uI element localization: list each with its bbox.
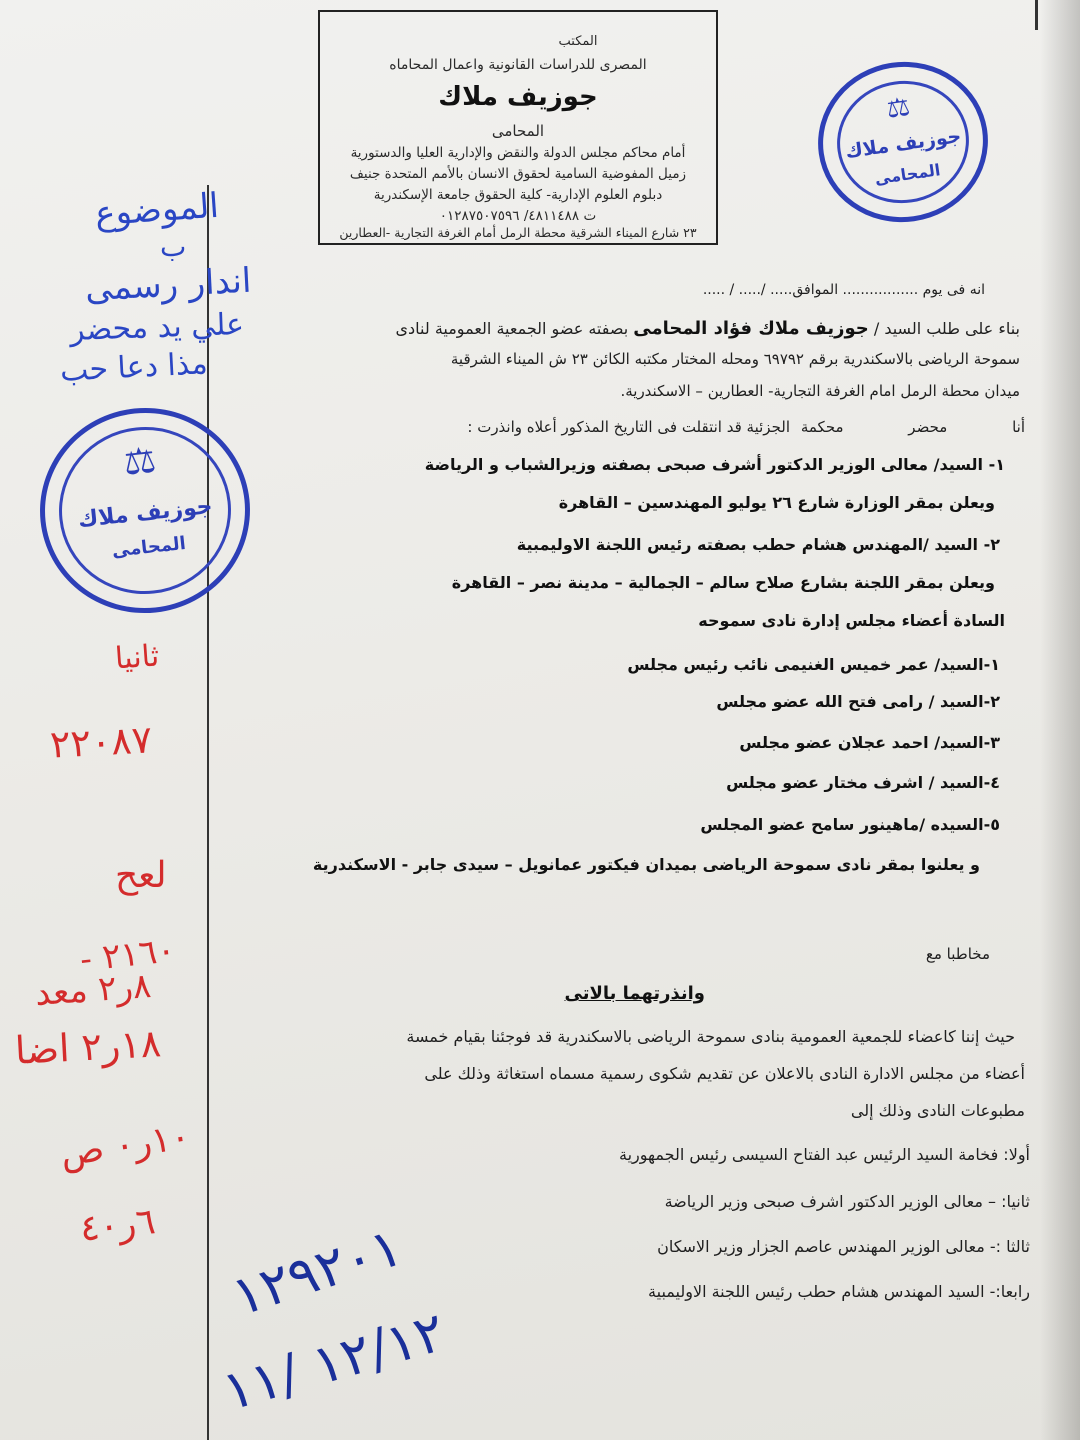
- handwritten-red-7: ١٠ر٠ ص: [57, 1116, 193, 1175]
- addressing-line: مخاطبا مع: [925, 945, 990, 963]
- letterhead-line7: دبلوم العلوم الإدارية- كلية الحقوق جامعة الإسكندرية: [373, 187, 663, 203]
- lawyer-stamp-top: [808, 51, 999, 233]
- letterhead-address: ٢٣ شارع الميناء الشرقية محطة الرمل أمام الغرفة التجارية -العطارين: [339, 225, 697, 240]
- board-member-2: ٢-السيد / رامى فتح الله عضو مجلس: [716, 692, 1000, 711]
- letterhead-line1: المكتب: [558, 34, 598, 49]
- letterhead-line5: أمام محاكم مجلس الدولة والنقض والإدارية العليا والدستورية: [350, 145, 686, 161]
- requester-name: جوزيف ملاك فؤاد المحامى: [633, 318, 869, 339]
- date-line: انه فى يوم ................. الموافق..... /..... / .....: [702, 282, 985, 298]
- handwritten-letter: ب: [160, 230, 187, 263]
- board-member-5: ٥-السيده /ماهينور سامح عضو المجلس: [700, 815, 1000, 834]
- stamp-name: جوزيف ملاك: [76, 494, 214, 533]
- handwritten-red-4: ٢١٦٠ -: [78, 930, 178, 980]
- handwritten-notice: اندار رسمى: [84, 260, 253, 310]
- handwritten-by-bailiff: علي يد محضر: [69, 306, 245, 349]
- paragraph-line2: أعضاء من مجلس الادارة النادى بالاعلان عن تقديم شكوى رسمية مسماه استغاثة وذلك على: [424, 1064, 1025, 1083]
- letterhead-line2: المصرى للدراسات القانونية واعمال المحاماه: [389, 57, 647, 73]
- board-member-3: ٣-السيد/ احمد عجلان عضو مجلس: [739, 733, 1000, 752]
- handwritten-red-8: ٦ر٤٠: [78, 1201, 158, 1250]
- letterhead-name: جوزيف ملاك: [438, 82, 598, 112]
- paragraph-line1: حيث إننا كاعضاء للجمعية العمومية بنادى سموحة الرياضى بالاسكندرية قد فوجئنا بقيام خمسة: [406, 1027, 1015, 1046]
- board-heading: السادة أعضاء مجلس إدارة نادى سموحه: [698, 611, 1005, 630]
- request-prefix: بناء على طلب السيد /: [868, 319, 1020, 338]
- page-shadow: [1040, 0, 1080, 1440]
- bailiff-line2: الجزئية قد انتقلت فى التاريخ المذكور أعلاه وانذرت :: [467, 418, 790, 436]
- letterhead-box: [318, 10, 718, 245]
- scales-of-justice-icon: ⚖: [884, 91, 912, 125]
- handwritten-number: ١٢٩٢٠١: [224, 1214, 410, 1329]
- handwritten-note: مذا دعا حب: [59, 346, 209, 389]
- request-line1: [396, 318, 1020, 339]
- warning-heading: وانذرتهما بالاتى: [564, 983, 705, 1004]
- recipient-fourth: رابعا:- السيد المهندس هشام حطب رئيس اللجنة الاوليمبية: [648, 1282, 1030, 1301]
- recipient-third: ثالثا :- معالى الوزير المهندس عاصم الجزار وزير الاسكان: [657, 1237, 1030, 1256]
- paragraph-line3: مطبوعات النادى وذلك إلى: [850, 1101, 1025, 1120]
- handwritten-red-2: ٢٢٠٨٧: [48, 717, 154, 767]
- addressee-1-address: ويعلن بمقر الوزارة شارع ٢٦ يوليو المهندسين – القاهرة: [558, 493, 995, 512]
- top-corner-rule: [1035, 0, 1038, 30]
- addressee-1: ١- السيد/ معالى الوزير الدكتور أشرف صبحى بصفته وزيرالشباب و الرياضة: [424, 455, 1005, 474]
- request-suffix: بصفته عضو الجمعية العمومية لنادى: [395, 319, 634, 338]
- letterhead-title: المحامى: [491, 122, 545, 140]
- stamp-name: جوزيف ملاك: [844, 124, 963, 163]
- recipient-first: أولا: فخامة السيد الرئيس عبد الفتاح السيسى رئيس الجمهورية: [619, 1145, 1030, 1164]
- recipient-second: ثانيا: – معالى الوزير الدكتور اشرف صبحى وزير الرياضة: [664, 1192, 1030, 1211]
- lawyer-stamp-left: [30, 398, 260, 624]
- stamp-title: المحامى: [873, 160, 942, 189]
- board-member-4: ٤-السيد / اشرف مختار عضو مجلس: [726, 773, 1000, 792]
- handwritten-date: ١٢/١٢ /١١: [215, 1299, 452, 1424]
- handwritten-red-1: ثانيا: [113, 638, 161, 677]
- handwritten-subject: الموضوع: [93, 185, 220, 235]
- bailiff-line1: أنا محضر محكمة: [800, 418, 1025, 436]
- request-line3: ميدان محطة الرمل امام الغرفة التجارية- العطارين – الاسكندرية.: [620, 382, 1020, 400]
- letterhead-phone: ت ٤٨١١٤٨٨/ ٠١٢٨٧٥٠٧٥٩٦: [439, 208, 597, 224]
- members-address: و يعلنوا بمقر نادى سموحة الرياضى بميدان فيكتور عمانويل – سيدى جابر - الاسكندرية: [312, 855, 980, 874]
- handwritten-red-3: لعح: [115, 855, 167, 896]
- addressee-2: ٢- السيد /المهندس هشام حطب بصفته رئيس اللجنة الاوليمبية: [516, 535, 1000, 554]
- addressee-2-address: ويعلن بمقر اللجنة بشارع صلاح سالم – الجمالية – مدينة نصر – القاهرة: [451, 573, 995, 592]
- handwritten-red-6: ١٨ر٢ اضا: [13, 1021, 163, 1073]
- request-line2: سموحة الرياضى بالاسكندرية برقم ٦٩٧٩٢ ومحله المختار مكتبه الكائن ٢٣ ش الميناء الشرقية: [450, 350, 1020, 368]
- handwritten-red-5: ٨ر٢ معد: [33, 965, 153, 1015]
- stamp-title: المحامى: [110, 532, 187, 562]
- letterhead-line6: زميل المفوضية السامية لحقوق الانسان بالأمم المتحدة جنيف: [349, 166, 687, 182]
- board-member-1: ١-السيد/ عمر خميس الغنيمى نائب رئيس مجلس: [627, 655, 1000, 674]
- scales-of-justice-icon: ⚖: [121, 439, 159, 484]
